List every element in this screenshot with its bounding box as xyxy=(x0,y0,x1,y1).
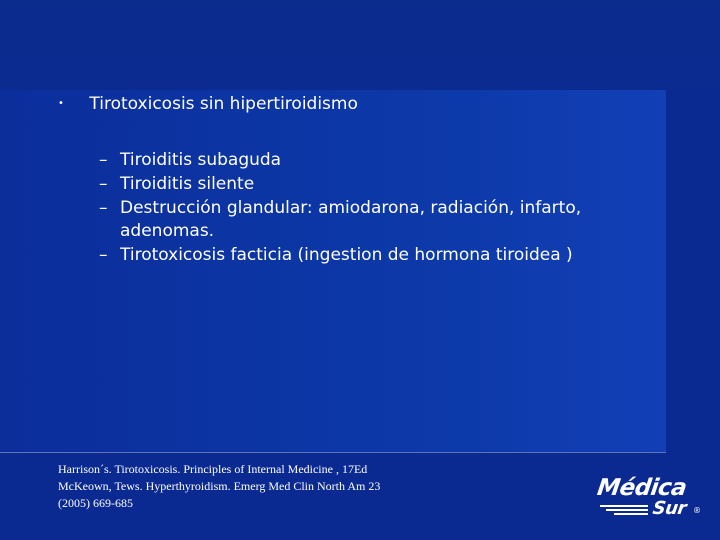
registered-mark: ® xyxy=(693,506,701,515)
sub-bullet-list xyxy=(99,149,659,268)
reference-citation: Harrison´s. Tirotoxicosis. Principles of Internal Medicine , 17Ed McKeown, Tews. Hyperthyroidism. Emerg Med Clin North Am 23 (2005) 669-685 xyxy=(58,462,381,510)
logo-sub-text: Sur xyxy=(651,498,688,519)
bullet-marker: • xyxy=(58,98,64,109)
sub-bullet-item xyxy=(99,173,659,196)
content-divider xyxy=(0,452,666,453)
sub-bullet-item xyxy=(99,149,659,172)
sub-bullet-text: Tiroiditis subaguda xyxy=(120,150,282,170)
content-panel xyxy=(0,90,666,452)
sub-bullet-marker: – xyxy=(99,150,108,170)
sub-bullet-item xyxy=(99,244,659,267)
top-band xyxy=(0,0,720,90)
logo-main-text: Médica xyxy=(595,475,689,501)
medica-sur-logo xyxy=(596,476,704,524)
right-strip xyxy=(666,90,720,540)
sub-bullet-text: Destrucción glandular: amiodarona, radiación, infarto, adenomas. xyxy=(120,198,582,241)
sub-bullet-text: Tirotoxicosis facticia (ingestion de hormona tiroidea ) xyxy=(120,245,573,265)
sub-bullet-text: Tiroiditis silente xyxy=(120,174,255,194)
main-bullet-text: Tirotoxicosis sin hipertiroidismo xyxy=(89,94,358,114)
sub-bullet-marker: – xyxy=(99,174,108,194)
sub-bullet-marker: – xyxy=(99,198,108,218)
main-bullet xyxy=(58,92,358,116)
sub-bullet-item xyxy=(99,197,659,243)
logo-stripes xyxy=(596,504,650,514)
sub-bullet-marker: – xyxy=(99,245,108,265)
